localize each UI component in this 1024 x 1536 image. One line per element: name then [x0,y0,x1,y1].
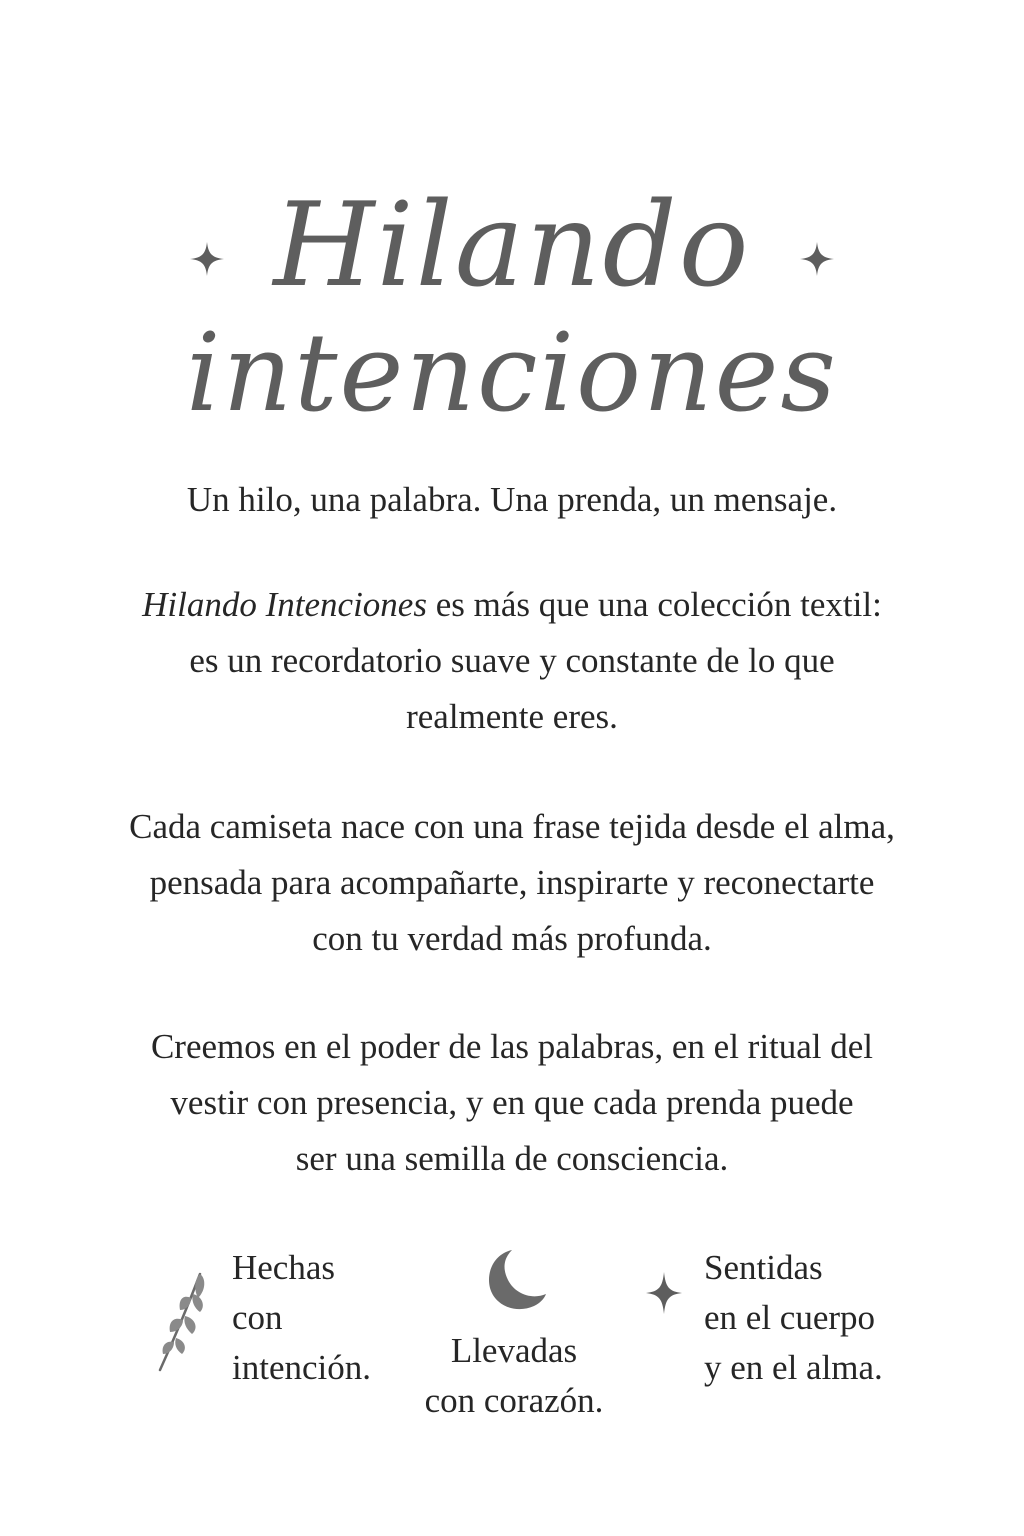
intro-paragraph [60,577,964,745]
description-line-1: Cada camiseta nace con una frase tejida desde el alma, [129,807,895,846]
feature-1-line-2: con [232,1298,283,1337]
sparkle-icon [646,1272,682,1314]
feature-3-line-1: Sentidas [704,1248,823,1287]
description-paragraph [60,799,964,967]
tagline [60,472,964,528]
feature-3-line-2: en el cuerpo [704,1298,876,1337]
feature-felt-in-body-and-soul [704,1243,883,1393]
brand-name-emphasis: Hilando Intenciones [142,585,427,624]
crescent-moon-icon [482,1246,548,1314]
beliefs-line-1: Creemos en el poder de las palabras, en el ritual del [150,1027,874,1066]
page-title-line-1: Hilando [273,178,751,313]
beliefs-line-3: ser una semilla de consciencia. [295,1139,729,1178]
page-title-line-2: intenciones [186,311,838,436]
sparkle-icon [800,242,834,276]
intro-line-1-rest: es más que una colección textil: [426,585,882,624]
feature-1-line-1: Hechas [232,1248,336,1287]
feature-worn-with-heart [396,1326,632,1426]
feature-3-line-3: y en el alma. [704,1348,883,1387]
feature-1-line-3: intención. [232,1348,371,1387]
intro-line-3: realmente eres. [406,697,618,736]
feature-2-line-2: con corazón. [424,1381,604,1420]
leaf-branch-icon [156,1268,210,1372]
description-line-3: con tu verdad más profunda. [312,919,712,958]
feature-made-with-intention [232,1243,371,1393]
beliefs-line-2: vestir con presencia, y en que cada prenda puede [170,1083,854,1122]
tagline-text: Un hilo, una palabra. Una prenda, un mensaje. [186,480,838,519]
intro-line-2: es un recordatorio suave y constante de lo que [189,641,835,680]
description-line-2: pensada para acompañarte, inspirarte y reconectarte [149,863,875,902]
intro-line-1 [60,577,964,633]
feature-2-line-1: Llevadas [450,1331,578,1370]
title-block [0,170,1024,440]
beliefs-paragraph [60,1019,964,1187]
